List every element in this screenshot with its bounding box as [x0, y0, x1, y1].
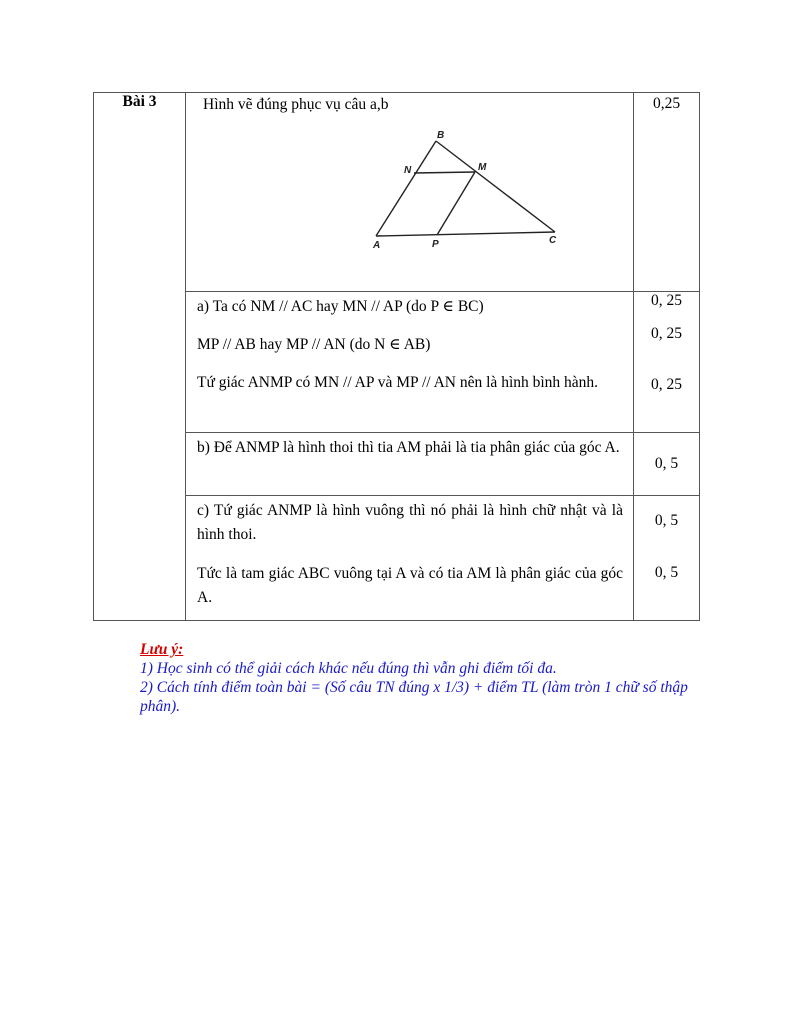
figure-score-cell	[634, 93, 700, 292]
point-label-c: C	[549, 235, 557, 246]
part-b-text: b) Để ANMP là hình thoi thì tia AM phải là tia phân giác của góc A.	[197, 439, 620, 456]
grading-table	[93, 92, 700, 621]
part-a-line-3: Tứ giác ANMP có MN // AP và MP // AN nên là hình bình hành.	[197, 374, 599, 391]
diagram-holder	[186, 93, 633, 289]
point-label-m: M	[478, 162, 487, 173]
figure-score: 0,25	[652, 95, 681, 112]
segment-bc	[436, 141, 555, 232]
point-label-p: P	[432, 239, 439, 250]
part-a-score-1: 0, 25	[651, 292, 682, 309]
part-c-line-2: Tức là tam giác ABC vuông tại A và có tia AM là phân giác của góc A.	[197, 565, 623, 606]
segment-ac	[376, 232, 555, 236]
problem-label: Bài 3	[94, 93, 186, 621]
part-b-cell	[186, 433, 634, 496]
figure-cell	[186, 93, 634, 292]
triangle-diagram	[316, 123, 557, 253]
segment-ab	[376, 141, 436, 236]
part-a-score-cell	[634, 292, 700, 433]
part-a-score-3: 0, 25	[651, 376, 682, 393]
note-line-2: 2) Cách tính điểm toàn bài = (Số câu TN đúng x 1/3) + điểm TL (làm tròn 1 chữ số thập phân).	[140, 679, 688, 715]
part-a-score-2: 0, 25	[651, 325, 682, 342]
part-c-cell	[186, 496, 634, 621]
point-label-b: B	[437, 130, 445, 141]
note-section	[140, 640, 700, 716]
figure-row	[94, 93, 700, 292]
part-c-score-cell	[634, 496, 700, 621]
part-c-score-2: 0, 5	[654, 564, 679, 581]
note-title: Lưu ý:	[140, 641, 184, 658]
note-line-1: 1) Học sinh có thể giải cách khác nếu đúng thì vẫn ghi điểm tối đa.	[140, 660, 557, 677]
part-c-line-1: c) Tứ giác ANMP là hình vuông thì nó phải là hình chữ nhật và là hình thoi.	[197, 502, 623, 543]
point-label-a: A	[373, 240, 381, 251]
part-a-line-2: MP // AB hay MP // AN (do N ∈ AB)	[197, 336, 431, 353]
part-a-cell	[186, 292, 634, 433]
segment-mp	[437, 172, 475, 235]
part-b-score-cell	[634, 433, 700, 496]
segment-nm	[414, 172, 475, 173]
figure-caption: Hình vẽ đúng phục vụ câu a,b	[203, 96, 389, 113]
part-b-score: 0, 5	[654, 455, 679, 472]
point-label-n: N	[404, 165, 412, 176]
part-a-line-1: a) Ta có NM // AC hay MN // AP (do P ∈ BC)	[197, 298, 484, 315]
part-c-score-1: 0, 5	[654, 512, 679, 529]
